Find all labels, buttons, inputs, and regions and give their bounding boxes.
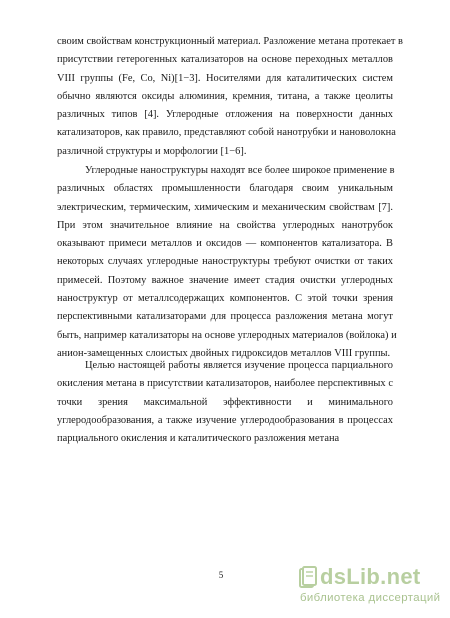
- text-line: электрическим, термическим, химическим и механическим свойствам [7].: [57, 201, 393, 213]
- text-line: При этом значительное влияние на свойства углеродных нанотрубок: [57, 219, 393, 231]
- text-line: различной структуры и морфологии [1−6].: [57, 145, 247, 157]
- text-line: углеродообразования, а также изучение углеродообразования в процессах: [57, 414, 393, 426]
- text-line: своим свойствам конструкционный материал. Разложение метана протекает в: [57, 36, 403, 47]
- text-line: VIII группы (Fe, Co, Ni)[1−3]. Носителями для каталитических систем: [57, 72, 393, 84]
- text-line: анион-замещенных слоистых двойных гидроксидов металлов VIII группы.: [57, 347, 391, 359]
- watermark-subtitle: библиотека диссертаций: [300, 592, 441, 604]
- text-line: некоторых случаях углеродные наноструктуры требуют очистки от таких: [57, 256, 393, 268]
- text-line: парциального окисления и каталитического разложения метана: [57, 433, 340, 445]
- text-line: окисления метана в присутствии катализаторов, наиболее перспективных с: [57, 378, 393, 390]
- text-line: различных областях промышленности благодаря своим уникальным: [57, 183, 393, 195]
- text-line: Углеродные наноструктуры находят все более широкое применение в: [85, 165, 395, 176]
- watermark[interactable]: [298, 566, 446, 612]
- text-line: катализаторов, как правило, представляют собой нанотрубки и нановолокна: [57, 127, 396, 139]
- text-line: присутствии гетерогенных катализаторов на основе переходных металлов: [57, 54, 393, 66]
- text-line: оказывают примеси металлов и оксидов — компонентов катализатора. В: [57, 238, 393, 250]
- text-line: наноструктур от металлсодержащих компонентов. С этой точки зрения: [57, 293, 393, 305]
- paragraph-3: [57, 357, 393, 448]
- paragraph-3-body: [57, 357, 393, 448]
- text-line: точки зрения максимальной эффективности и минимального: [57, 396, 393, 408]
- text-line: перспективными катализаторами для процесса разложения метана могут: [57, 311, 393, 323]
- page-number: 5: [218, 570, 224, 580]
- paragraph-2-body: [57, 162, 397, 363]
- watermark-brand: dsLib.net: [320, 564, 421, 589]
- paragraph-1-body: [57, 33, 403, 161]
- text-line: Целью настоящей работы является изучение процесса парциального: [85, 360, 393, 371]
- book-logo-icon: [298, 566, 318, 590]
- text-line: примесей. Поэтому важное значение имеет стадия очистки углеродных: [57, 274, 393, 286]
- paragraph-1: [57, 33, 403, 161]
- paragraph-2: [57, 162, 397, 363]
- text-line: быть, например катализаторы на основе углеродных материалов (войлока) и: [57, 329, 397, 341]
- text-line: различных типов [4]. Углеродные отложения на поверхности данных: [57, 109, 393, 121]
- text-line: обычно являются оксиды алюминия, кремния, титана, а также цеолиты: [57, 90, 393, 102]
